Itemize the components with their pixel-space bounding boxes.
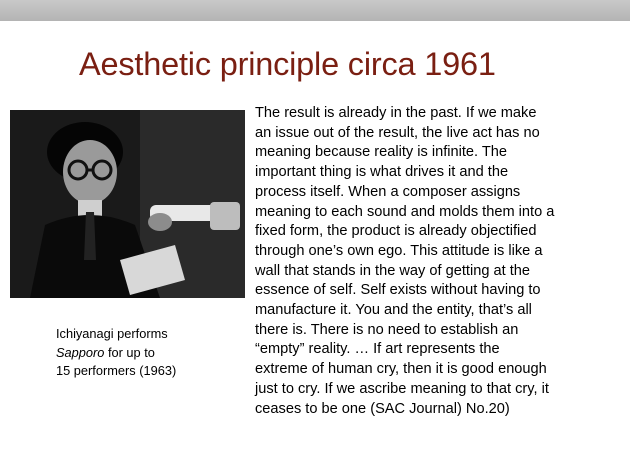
quote-line: just to cry. If we ascribe meaning to that cry, it — [255, 380, 549, 397]
quote-line: important thing is what drives it and the — [255, 164, 509, 181]
quote-line: there is. There is no need to establish an — [255, 321, 519, 338]
quote-line: manufacture it. You and the entity, that’s all — [255, 302, 532, 319]
quote-line: “empty” reality. … If art represents the — [255, 341, 500, 358]
quote-line: The result is already in the past. If we make — [255, 105, 537, 121]
quote-line: process itself. When a composer assigns — [255, 183, 521, 200]
quote-line: extreme of human cry, then it is good enough — [255, 361, 547, 378]
quote-line: through one’s own ego. This attitude is like a — [255, 242, 543, 259]
quote-line: an issue out of the result, the live act has no — [255, 124, 540, 141]
caption-line — [56, 344, 176, 363]
work-title: Sapporo — [56, 344, 105, 360]
slide-title: Aesthetic principle circa 1961 — [79, 46, 496, 82]
caption-line: Ichiyanagi performs — [56, 326, 168, 341]
top-bar — [0, 0, 630, 21]
photo-caption — [56, 325, 176, 381]
quote-line: essence of self. Self exists without having to — [255, 282, 541, 299]
caption-line-rest: for up to — [104, 344, 155, 360]
performance-photo — [10, 110, 245, 298]
quote-line: ceases to be one (SAC Journal) No.20) — [255, 400, 510, 417]
quote-text — [255, 104, 627, 419]
quote-line: wall that stands in the way of getting at the — [255, 262, 531, 279]
quote-line: meaning to each sound and molds them into a — [255, 203, 555, 220]
quote-line: meaning because reality is infinite. The — [255, 144, 508, 161]
caption-line: 15 performers (1963) — [56, 363, 177, 378]
quote-line: fixed form, the product is already objectified — [255, 223, 537, 240]
